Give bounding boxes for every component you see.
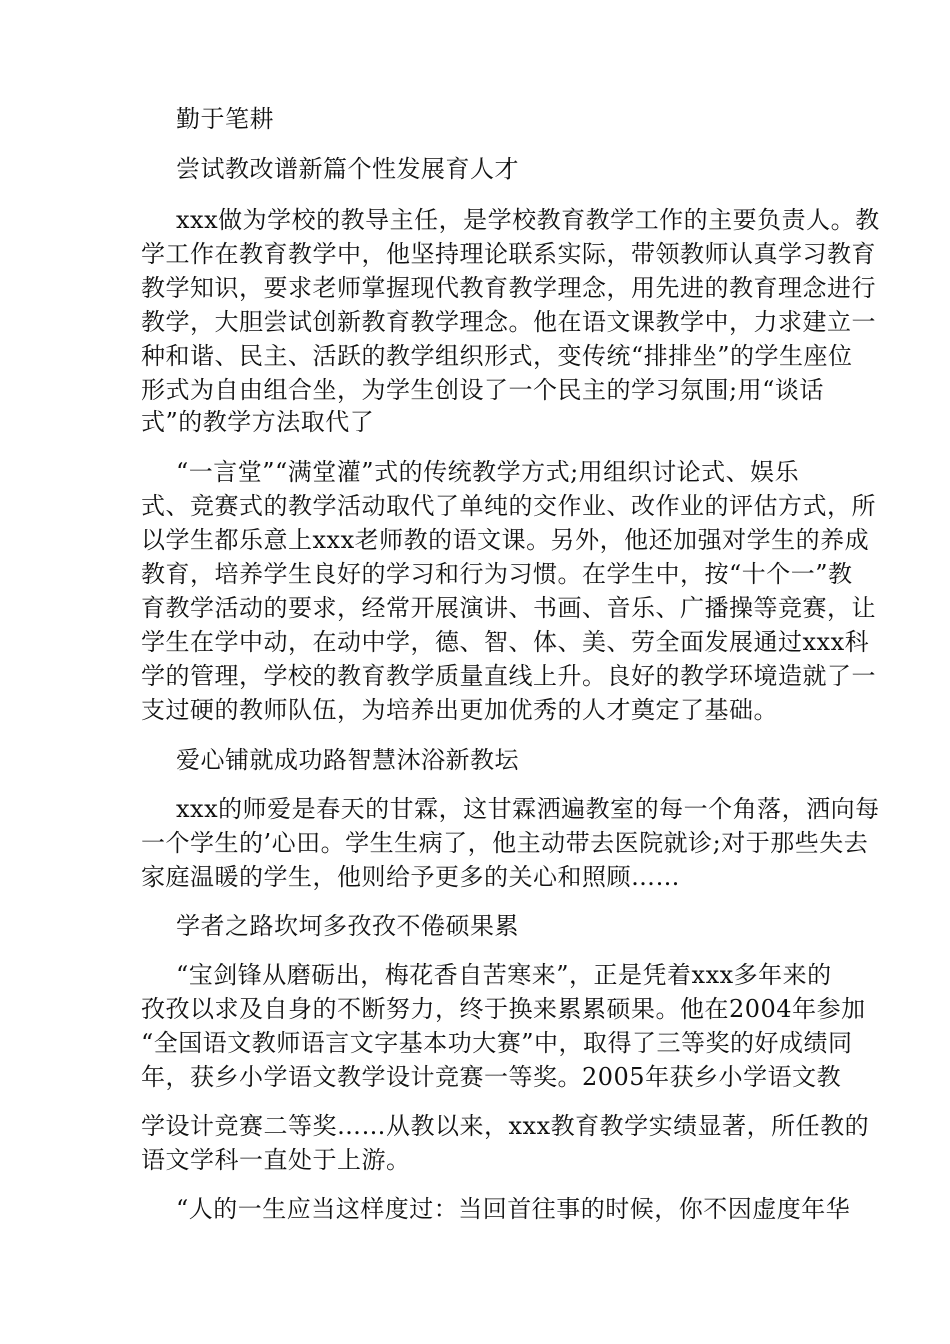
paragraph-line: 学生在学中动，在动中学，德、智、体、美、劳全面发展通过xxx科 — [141, 628, 870, 656]
paragraph-line: “一言堂”“满堂灌”式的传统教学方式;用组织讨论式、娱乐 — [176, 458, 800, 486]
paragraph-line: 学设计竞赛二等奖……从教以来，xxx教育教学实绩显著，所任教的 — [141, 1112, 870, 1140]
paragraph-line: 支过硬的教师队伍，为培养出更加优秀的人才奠定了基础。 — [141, 696, 778, 724]
paragraph-line: 孜孜以求及自身的不断努力，终于换来累累硕果。他在2004年参加 — [141, 995, 866, 1023]
section-heading: 学者之路坎坷多孜孜不倦硕果累 — [176, 912, 519, 940]
paragraph-line: 式”的教学方法取代了 — [141, 408, 375, 436]
section-heading: 勤于笔耕 — [176, 105, 274, 133]
paragraph-line: “宝剑锋从磨砺出，梅花香自苦寒来”，正是凭着xxx多年来的 — [176, 961, 832, 989]
paragraph-line: 学的管理，学校的教育教学质量直线上升。良好的教学环境造就了一 — [141, 662, 876, 690]
paragraph-line: xxx做为学校的教导主任，是学校教育教学工作的主要负责人。教 — [176, 206, 880, 234]
paragraph-line: 一个学生的’心田。学生生病了，他主动带去医院就诊;对于那些失去 — [141, 829, 869, 857]
paragraph-line: “全国语文教师语言文字基本功大赛”中，取得了三等奖的好成绩同 — [141, 1029, 853, 1057]
paragraph-line: “人的一生应当这样度过：当回首往事的时候，你不因虚度年华 — [176, 1195, 851, 1223]
paragraph-line: 种和谐、民主、活跃的教学组织形式，变传统“排排坐”的学生座位 — [141, 342, 853, 370]
paragraph-line: 形式为自由组合坐，为学生创设了一个民主的学习氛围;用“谈话 — [141, 376, 824, 404]
paragraph-line: 育教学活动的要求，经常开展演讲、书画、音乐、广播操等竞赛，让 — [141, 594, 876, 622]
paragraph-line: 教学，大胆尝试创新教育教学理念。他在语文课教学中，力求建立一 — [141, 308, 876, 336]
paragraph-line: 语文学科一直处于上游。 — [141, 1146, 411, 1174]
paragraph-line: 年，获乡小学语文教学设计竞赛一等奖。2005年获乡小学语文教 — [141, 1063, 842, 1091]
paragraph-line: xxx的师爱是春天的甘霖，这甘霖洒遍教室的每一个角落，洒向每 — [176, 795, 880, 823]
paragraph-line: 式、竞赛式的教学活动取代了单纯的交作业、改作业的评估方式，所 — [141, 492, 876, 520]
paragraph-line: 以学生都乐意上xxx老师教的语文课。另外，他还加强对学生的养成 — [141, 526, 870, 554]
paragraph-line: 家庭温暖的学生，他则给予更多的关心和照顾…… — [141, 863, 680, 891]
paragraph-line: 教育，培养学生良好的学习和行为习惯。在学生中，按“十个一”教 — [141, 560, 853, 588]
paragraph-line: 学工作在教育教学中，他坚持理论联系实际，带领教师认真学习教育 — [141, 240, 876, 268]
section-heading: 爱心铺就成功路智慧沐浴新教坛 — [176, 746, 519, 774]
paragraph-line: 教学知识，要求老师掌握现代教育教学理念，用先进的教育理念进行 — [141, 274, 876, 302]
section-heading: 尝试教改谱新篇个性发展育人才 — [176, 155, 519, 183]
